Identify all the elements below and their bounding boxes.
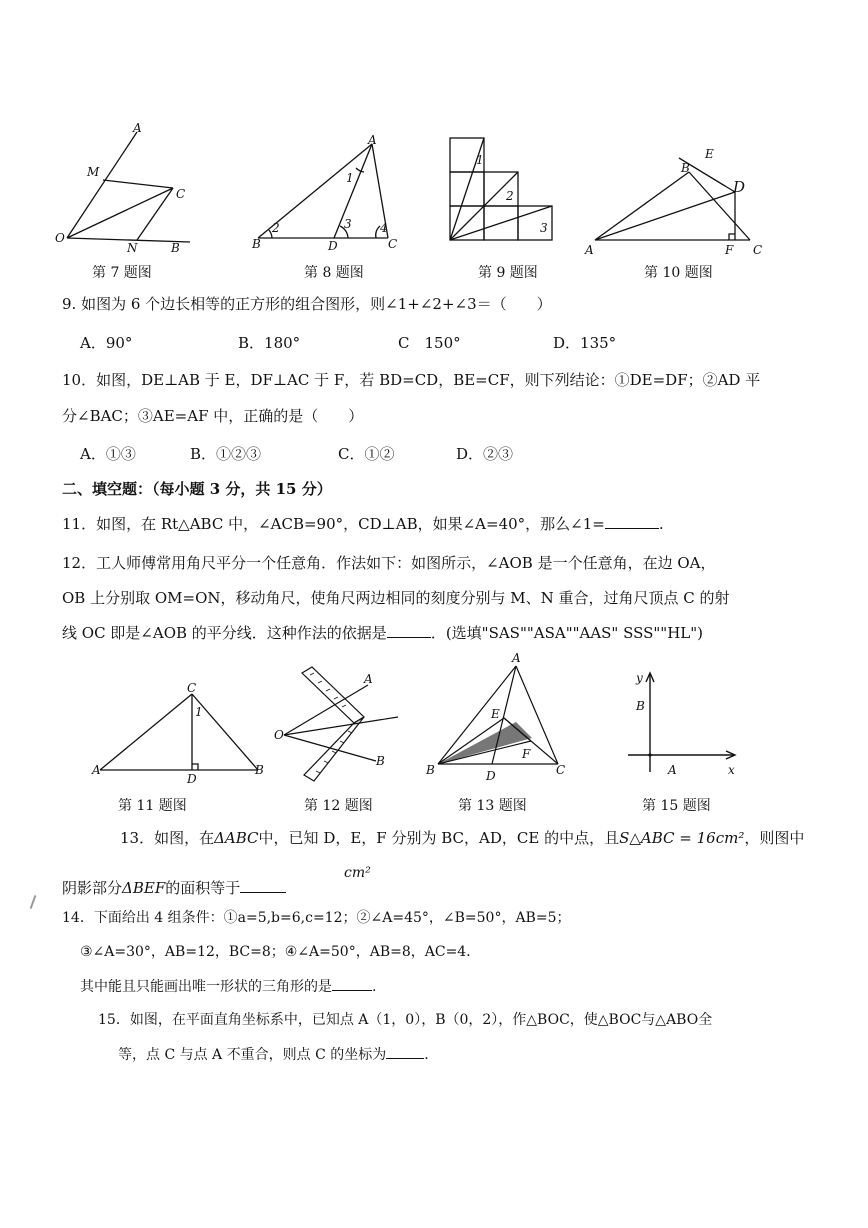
q14-line-1: 14．下面给出 4 组条件：①a=5,b=6,c=12；②∠A=45°，∠B=50°，AB=5； <box>62 910 571 926</box>
q13-area-formula: S△ABC = 16cm² <box>619 829 745 847</box>
fig8-label-2: 2 <box>272 221 280 235</box>
figure-7 <box>55 118 195 258</box>
fig10-label-c: C <box>753 243 763 257</box>
q14-answer-blank[interactable] <box>332 976 372 991</box>
q10-option-c: C．①② <box>338 445 395 463</box>
figure-12 <box>272 665 412 785</box>
fig8-label-4: 4 <box>380 221 388 235</box>
q13-line-1a: 13．如图，在 <box>120 829 215 847</box>
fig11-label-b: B <box>255 763 264 777</box>
figure-9 <box>448 136 558 251</box>
fig12-label-o: O <box>274 728 284 742</box>
q11-question <box>62 514 664 534</box>
fig7-label-c: C <box>176 187 186 201</box>
fig15-label-a: A <box>668 763 677 777</box>
fig8-label-c: C <box>388 237 398 251</box>
q10-option-b: B．①②③ <box>190 445 262 463</box>
q12-line-1: 12．工人师傅常用角尺平分一个任意角．作法如下：如图所示，∠AOB 是一个任意角，在边 OA， <box>62 554 716 572</box>
figure-10 <box>585 142 765 257</box>
caption-fig-8: 第 8 题图 <box>304 265 364 281</box>
fig13-label-e: E <box>491 707 500 721</box>
fig11-label-d: D <box>187 772 197 786</box>
q11-answer-blank[interactable] <box>605 514 659 529</box>
q11-tail: . <box>658 515 664 533</box>
fig10-label-f: F <box>725 243 734 257</box>
fig9-label-3: 3 <box>540 221 548 235</box>
figure-13 <box>424 650 574 783</box>
caption-fig-7: 第 7 题图 <box>92 265 152 281</box>
q13-unit: cm² <box>344 865 371 881</box>
figure-11 <box>92 681 267 786</box>
q15-line-1: 15．如图，在平面直角坐标系中，已知点 A（1，0），B（0，2），作△BOC，使△BOC与△ABO全 <box>98 1012 713 1028</box>
q13-line-1c: ，则图中 <box>744 829 805 847</box>
fig9-label-1: 1 <box>476 153 484 167</box>
q14-line-3 <box>80 976 376 997</box>
fig7-label-n: N <box>127 241 138 255</box>
q15-line-2b: . <box>424 1047 429 1063</box>
q13-line-1 <box>120 828 804 848</box>
q12-line-3 <box>62 623 703 643</box>
caption-fig-9: 第 9 题图 <box>478 265 538 281</box>
q9-option-c: C 150° <box>398 334 461 352</box>
q10-option-a: A．①③ <box>80 445 136 463</box>
caption-fig-11: 第 11 题图 <box>118 798 187 814</box>
fig13-label-f: F <box>522 747 531 761</box>
q13-triangle-abc: ΔABC <box>214 829 259 847</box>
fig13-label-d: D <box>486 769 496 783</box>
q11-text: 11．如图，在 Rt△ABC 中，∠ACB=90°，CD⊥AB，如果∠A=40°，那么∠1= <box>62 515 605 533</box>
fig8-label-b: B <box>252 237 261 251</box>
q10-option-d: D．②③ <box>456 445 514 463</box>
q15-line-2a: 等，点 C 与点 A 不重合，则点 C 的坐标为 <box>118 1047 387 1063</box>
q12-line-2: OB 上分别取 OM=ON，移动角尺，使角尺两边相同的刻度分别与 M、N 重合，过角尺顶点 C 的射 <box>62 589 730 607</box>
q9-option-b: B．180° <box>238 334 301 352</box>
fig15-label-y: y <box>636 671 643 685</box>
fig8-label-1: 1 <box>346 171 354 185</box>
q14-line-3a: 其中能且只能画出唯一形状的三角形的是 <box>80 979 332 995</box>
fig15-label-x: x <box>728 763 735 777</box>
fig7-label-a: A <box>133 121 142 135</box>
fig7-label-o: O <box>55 231 65 245</box>
q9-text: 9. 如图为 6 个边长相等的正方形的组合图形，则∠1+∠2+∠3＝（ ） <box>62 295 552 313</box>
q9-option-a: A．90° <box>80 334 133 352</box>
figure-15 <box>618 670 748 780</box>
q13-line-1b: 中，已知 D，E，F 分别为 BC，AD，CE 的中点，且 <box>258 829 620 847</box>
q10-line-1: 10．如图，DE⊥AB 于 E，DF⊥AC 于 F，若 BD=CD，BE=CF，则下列结论：①DE=DF；②AD 平 <box>62 371 761 389</box>
q13-line-2 <box>62 878 286 898</box>
q15-answer-blank[interactable] <box>386 1044 424 1059</box>
q12-line-3b: ．(选填"SAS""ASA""AAS" SSS""HL") <box>430 624 703 642</box>
fig7-label-m: M <box>87 165 100 179</box>
fig13-label-b: B <box>426 763 435 777</box>
fig13-label-c: C <box>556 763 566 777</box>
fig8-label-3: 3 <box>344 217 352 231</box>
fig8-label-a: A <box>368 133 377 147</box>
fig12-label-a: A <box>364 672 373 686</box>
caption-fig-12: 第 12 题图 <box>304 798 373 814</box>
fig15-label-b: B <box>636 699 645 713</box>
q13-triangle-bef: ΔBEF <box>122 879 166 897</box>
fig10-label-b: B <box>681 161 690 175</box>
q15-line-2 <box>118 1044 429 1065</box>
caption-fig-15: 第 15 题图 <box>642 798 711 814</box>
q13-answer-blank[interactable] <box>240 878 286 893</box>
fig11-label-1: 1 <box>195 705 203 719</box>
q12-line-3a: 线 OC 即是∠AOB 的平分线．这种作法的依据是 <box>62 624 387 642</box>
scan-mark <box>30 895 37 909</box>
fig12-label-b: B <box>376 754 385 768</box>
fig8-label-d: D <box>328 239 338 253</box>
q13-line-2b: 的面积等于 <box>165 879 241 897</box>
fig11-label-a: A <box>92 763 101 777</box>
fig10-label-d: D <box>733 178 746 196</box>
figure-8 <box>250 133 400 253</box>
fig11-label-c: C <box>187 681 197 695</box>
caption-fig-10: 第 10 题图 <box>644 265 713 281</box>
q9-option-d: D．135° <box>553 334 617 352</box>
fig7-label-b: B <box>171 241 180 255</box>
fig10-label-a: A <box>585 243 594 257</box>
q14-line-3b: . <box>372 979 377 995</box>
fig10-label-e: E <box>705 147 714 161</box>
q14-line-2: ③∠A=30°，AB=12，BC=8；④∠A=50°，AB=8，AC=4． <box>80 944 481 960</box>
q10-line-2: 分∠BAC；③AE=AF 中，正确的是（ ） <box>62 407 364 425</box>
fig13-label-a: A <box>512 651 521 665</box>
fig9-label-2: 2 <box>506 189 514 203</box>
section-2-title: 二、填空题：（每小题 3 分，共 15 分） <box>62 480 332 498</box>
caption-fig-13: 第 13 题图 <box>458 798 527 814</box>
q13-line-2a: 阴影部分 <box>62 879 123 897</box>
q12-answer-blank[interactable] <box>387 623 431 638</box>
